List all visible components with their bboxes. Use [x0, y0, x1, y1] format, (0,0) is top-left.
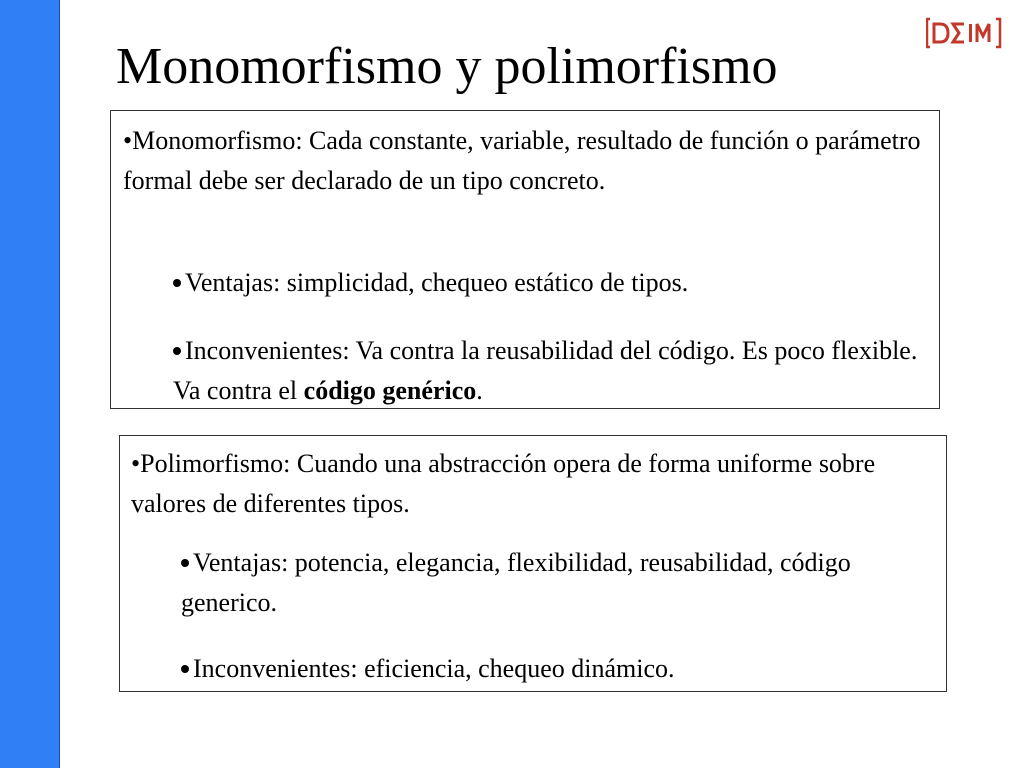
codigo-generico-emphasis: código genérico [303, 376, 477, 405]
monomorfismo-inconvenientes [173, 331, 923, 411]
monomorfismo-ventajas [173, 263, 913, 303]
polimorfismo-ventajas [181, 543, 921, 623]
bullet-dot-icon [181, 665, 189, 673]
bullet-icon: • [123, 126, 133, 155]
polimorfismo-definition [131, 444, 931, 524]
monomorfismo-ventajas-text: Ventajas: simplicidad, chequeo estático de tipos. [185, 268, 689, 297]
bullet-dot-icon [173, 347, 181, 355]
polimorfismo-inconvenientes-text: Inconvenientes: eficiencia, chequeo dinámico. [193, 654, 675, 683]
bullet-icon: • [131, 449, 141, 478]
slide-title: Monomorfismo y polimorfismo [116, 38, 778, 95]
polimorfismo-inconvenientes [181, 649, 921, 689]
monomorfismo-box [110, 110, 940, 409]
monomorfismo-inconvenientes-text: Inconvenientes: Va contra la reusabilidad del código. Es poco flexible. Va contra el [173, 336, 918, 405]
monomorfismo-text: Monomorfismo: Cada constante, variable, resultado de función o parámetro formal debe ser declarado de un tipo concreto. [123, 126, 921, 195]
side-bar [0, 0, 60, 768]
dsim-logo [926, 16, 1004, 50]
inconvenientes-period: . [476, 376, 483, 405]
polimorfismo-box [119, 435, 947, 692]
bullet-dot-icon [181, 559, 189, 567]
bullet-dot-icon [173, 279, 181, 287]
monomorfismo-definition [123, 121, 923, 201]
polimorfismo-text: Polimorfismo: Cuando una abstracción opera de forma uniforme sobre valores de diferentes tipos. [131, 449, 876, 518]
polimorfismo-ventajas-text: Ventajas: potencia, elegancia, flexibilidad, reusabilidad, código generico. [181, 548, 851, 617]
